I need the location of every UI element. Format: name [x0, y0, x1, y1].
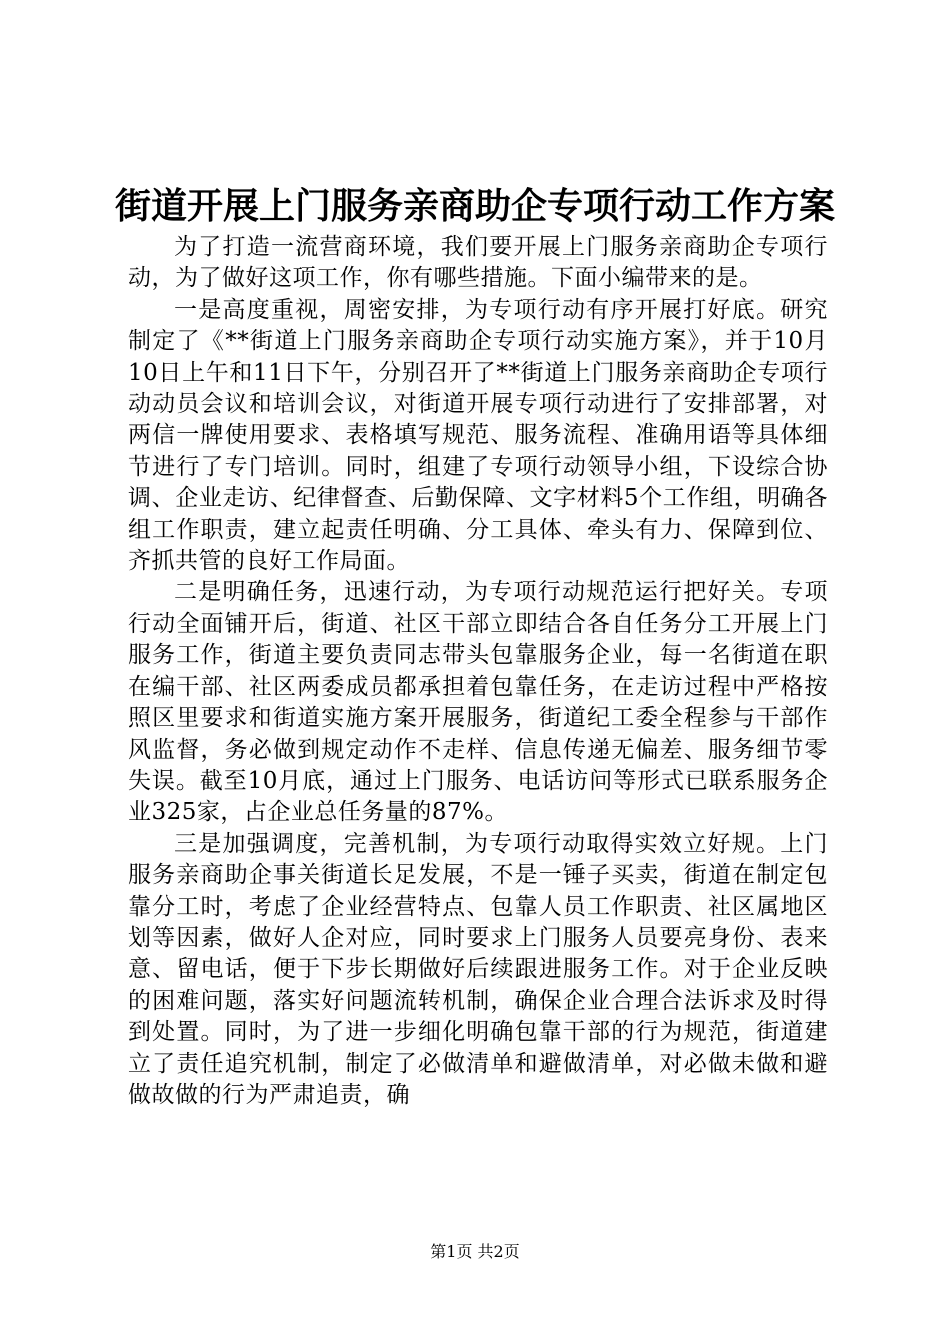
- page-number-footer: 第1页 共2页: [430, 1242, 520, 1261]
- paragraph-second-measure: 二是明确任务，迅速行动，为专项行动规范运行把好关。专项行动全面铺开后，街道、社区干部立即结合各自任务分工开展上门服务工作，街道主要负责同志带头包靠服务企业，每一名街道在职在编干部、社区两委成员都承担着包靠任务，在走访过程中严格按照区里要求和街道实施方案开展服务，街道纪工委全程参与干部作风监督，务必做到规定动作不走样、信息传递无偏差、服务细节零失误。截至10月底，通过上门服务、电话访问等形式已联系服务企业325家，占企业总任务量的87%。: [128, 579, 828, 826]
- document-body: [128, 232, 828, 1111]
- document-title: 街道开展上门服务亲商助企专项行动工作方案: [114, 185, 835, 227]
- paragraph-intro: 为了打造一流营商环境，我们要开展上门服务亲商助企专项行动，为了做好这项工作，你有哪些措施。下面小编带来的是。: [128, 234, 828, 292]
- paragraph-third-measure: 三是加强调度，完善机制，为专项行动取得实效立好规。上门服务亲商助企事关街道长足发展，不是一锤子买卖，街道在制定包靠分工时，考虑了企业经营特点、包靠人员工作职责、社区属地区划等因素，做好人企对应，同时要求上门服务人员要亮身份、表来意、留电话，便于下步长期做好后续跟进服务工作。对于企业反映的困难问题，落实好问题流转机制，确保企业合理合法诉求及时得到处置。同时，为了进一步细化明确包靠干部的行为规范，街道建立了责任追究机制，制定了必做清单和避做清单，对必做未做和避做故做的行为严肃追责，确: [128, 830, 828, 1108]
- paragraph-first-measure: 一是高度重视，周密安排，为专项行动有序开展打好底。研究制定了《**街道上门服务亲商助企专项行动实施方案》，并于10月10日上午和11日下午，分别召开了**街道上门服务亲商助企专项行动动员会议和培训会议，对街道开展专项行动进行了安排部署，对两信一牌使用要求、表格填写规范、服务流程、准确用语等具体细节进行了专门培训。同时，组建了专项行动领导小组，下设综合协调、企业走访、纪律督查、后勤保障、文字材料5个工作组，明确各组工作职责，建立起责任明确、分工具体、牵头有力、保障到位、齐抓共管的良好工作局面。: [128, 296, 828, 575]
